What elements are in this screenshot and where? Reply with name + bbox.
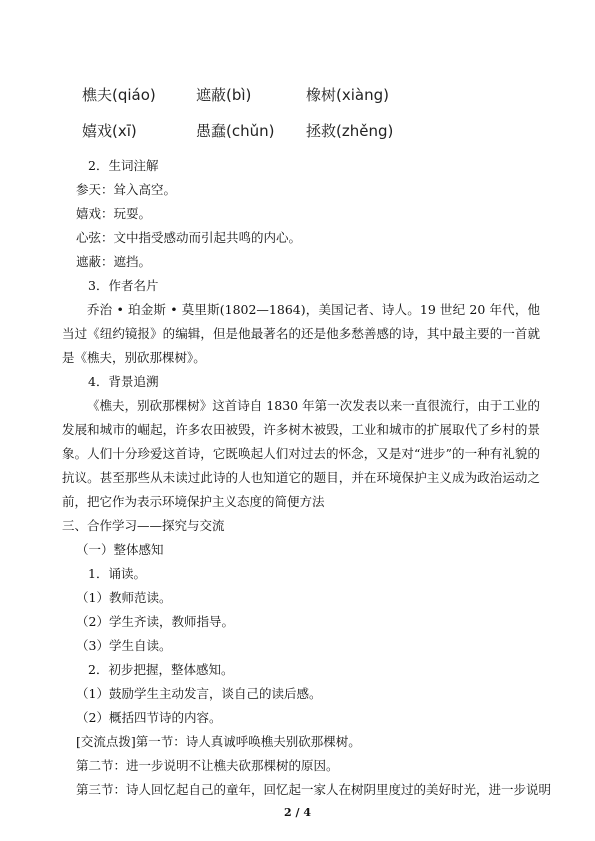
exchange-note: [交流点拨]第一节：诗人真诚呼唤樵夫别砍那棵树。 xyxy=(76,734,361,749)
vocab-item xyxy=(306,118,393,144)
list-subitem: （2）概括四节诗的内容。 xyxy=(76,710,222,725)
vocab-pinyin: (xī) xyxy=(112,122,137,140)
vocab-word: 嬉戏 xyxy=(82,122,113,140)
vocab-word: 拯救 xyxy=(306,122,337,140)
section-heading: 2．生词注解 xyxy=(88,158,159,173)
glossary-entry: 心弦：文中指受感动而引起共鸣的内心。 xyxy=(76,230,302,245)
glossary-entry: 遮蔽：遮挡。 xyxy=(76,254,152,269)
vocab-item xyxy=(82,82,156,108)
vocab-row-1 xyxy=(78,82,558,108)
list-subitem: （1）鼓励学生主动发言，谈自己的读后感。 xyxy=(76,686,322,701)
vocab-pinyin: (xiàng) xyxy=(336,86,389,104)
list-item: 1．诵读。 xyxy=(88,566,146,581)
background-paragraph: 《樵夫，别砍那棵树》这首诗自 1830 年第一次发表以来一直很流行，由于工业的发展和城市的崛起，许多农田被毁，许多树木被毁，工业和城市的扩展取代了乡村的景象。人们十分珍爱这首诗，它既唤起人们对过去的怀念，又是对“进步”的一种有礼貌的抗议。甚至那些从未读过此诗的人也知道它的题目，并在环境保护主义成为政治运动之前，把它作为表示环境保护主义态度的简便方法 xyxy=(62,398,540,509)
vocab-pinyin: (qiáo) xyxy=(112,86,156,104)
vocab-item xyxy=(196,82,251,108)
author-paragraph: 乔治 • 珀金斯 • 莫里斯(1802—1864)，美国记者、诗人。19 世纪 20 年代，他当过《纽约镜报》的编辑，但是他最著名的还是他多愁善感的诗，其中最主要的一首就是《樵夫，别砍那棵树》。 xyxy=(62,302,540,365)
list-subitem: （1）教师范读。 xyxy=(76,590,172,605)
vocab-pinyin: (zhěng) xyxy=(336,122,394,140)
vocab-word: 遮蔽 xyxy=(196,86,227,104)
vocab-item xyxy=(196,118,275,144)
vocab-word: 橡树 xyxy=(306,86,337,104)
vocab-item xyxy=(82,118,137,144)
part-heading: 三、合作学习——探究与交流 xyxy=(62,518,225,533)
exchange-note: 第二节：进一步说明不让樵夫砍那棵树的原因。 xyxy=(76,758,339,773)
glossary-entry: 嬉戏：玩耍。 xyxy=(76,206,152,221)
vocab-row-2 xyxy=(78,118,558,144)
glossary-entry: 参天：耸入高空。 xyxy=(76,182,177,197)
vocab-word: 樵夫 xyxy=(82,86,113,104)
exchange-note: 第三节：诗人回忆起自己的童年，回忆起一家人在树阴里度过的美好时光，进一步说明 xyxy=(76,782,552,797)
vocab-pinyin: (bì) xyxy=(226,86,252,104)
subsection-heading: （一）整体感知 xyxy=(76,542,164,557)
vocab-pinyin: (chǔn) xyxy=(226,122,275,140)
vocab-word: 愚蠢 xyxy=(196,122,227,140)
vocab-item xyxy=(306,82,389,108)
page-number: 2 / 4 xyxy=(284,806,311,819)
list-subitem: （3）学生自读。 xyxy=(76,638,172,653)
section-heading: 3．作者名片 xyxy=(88,278,159,293)
section-heading: 4．背景追溯 xyxy=(88,374,159,389)
list-subitem: （2）学生齐读，教师指导。 xyxy=(76,614,234,629)
list-item: 2．初步把握，整体感知。 xyxy=(88,662,234,677)
